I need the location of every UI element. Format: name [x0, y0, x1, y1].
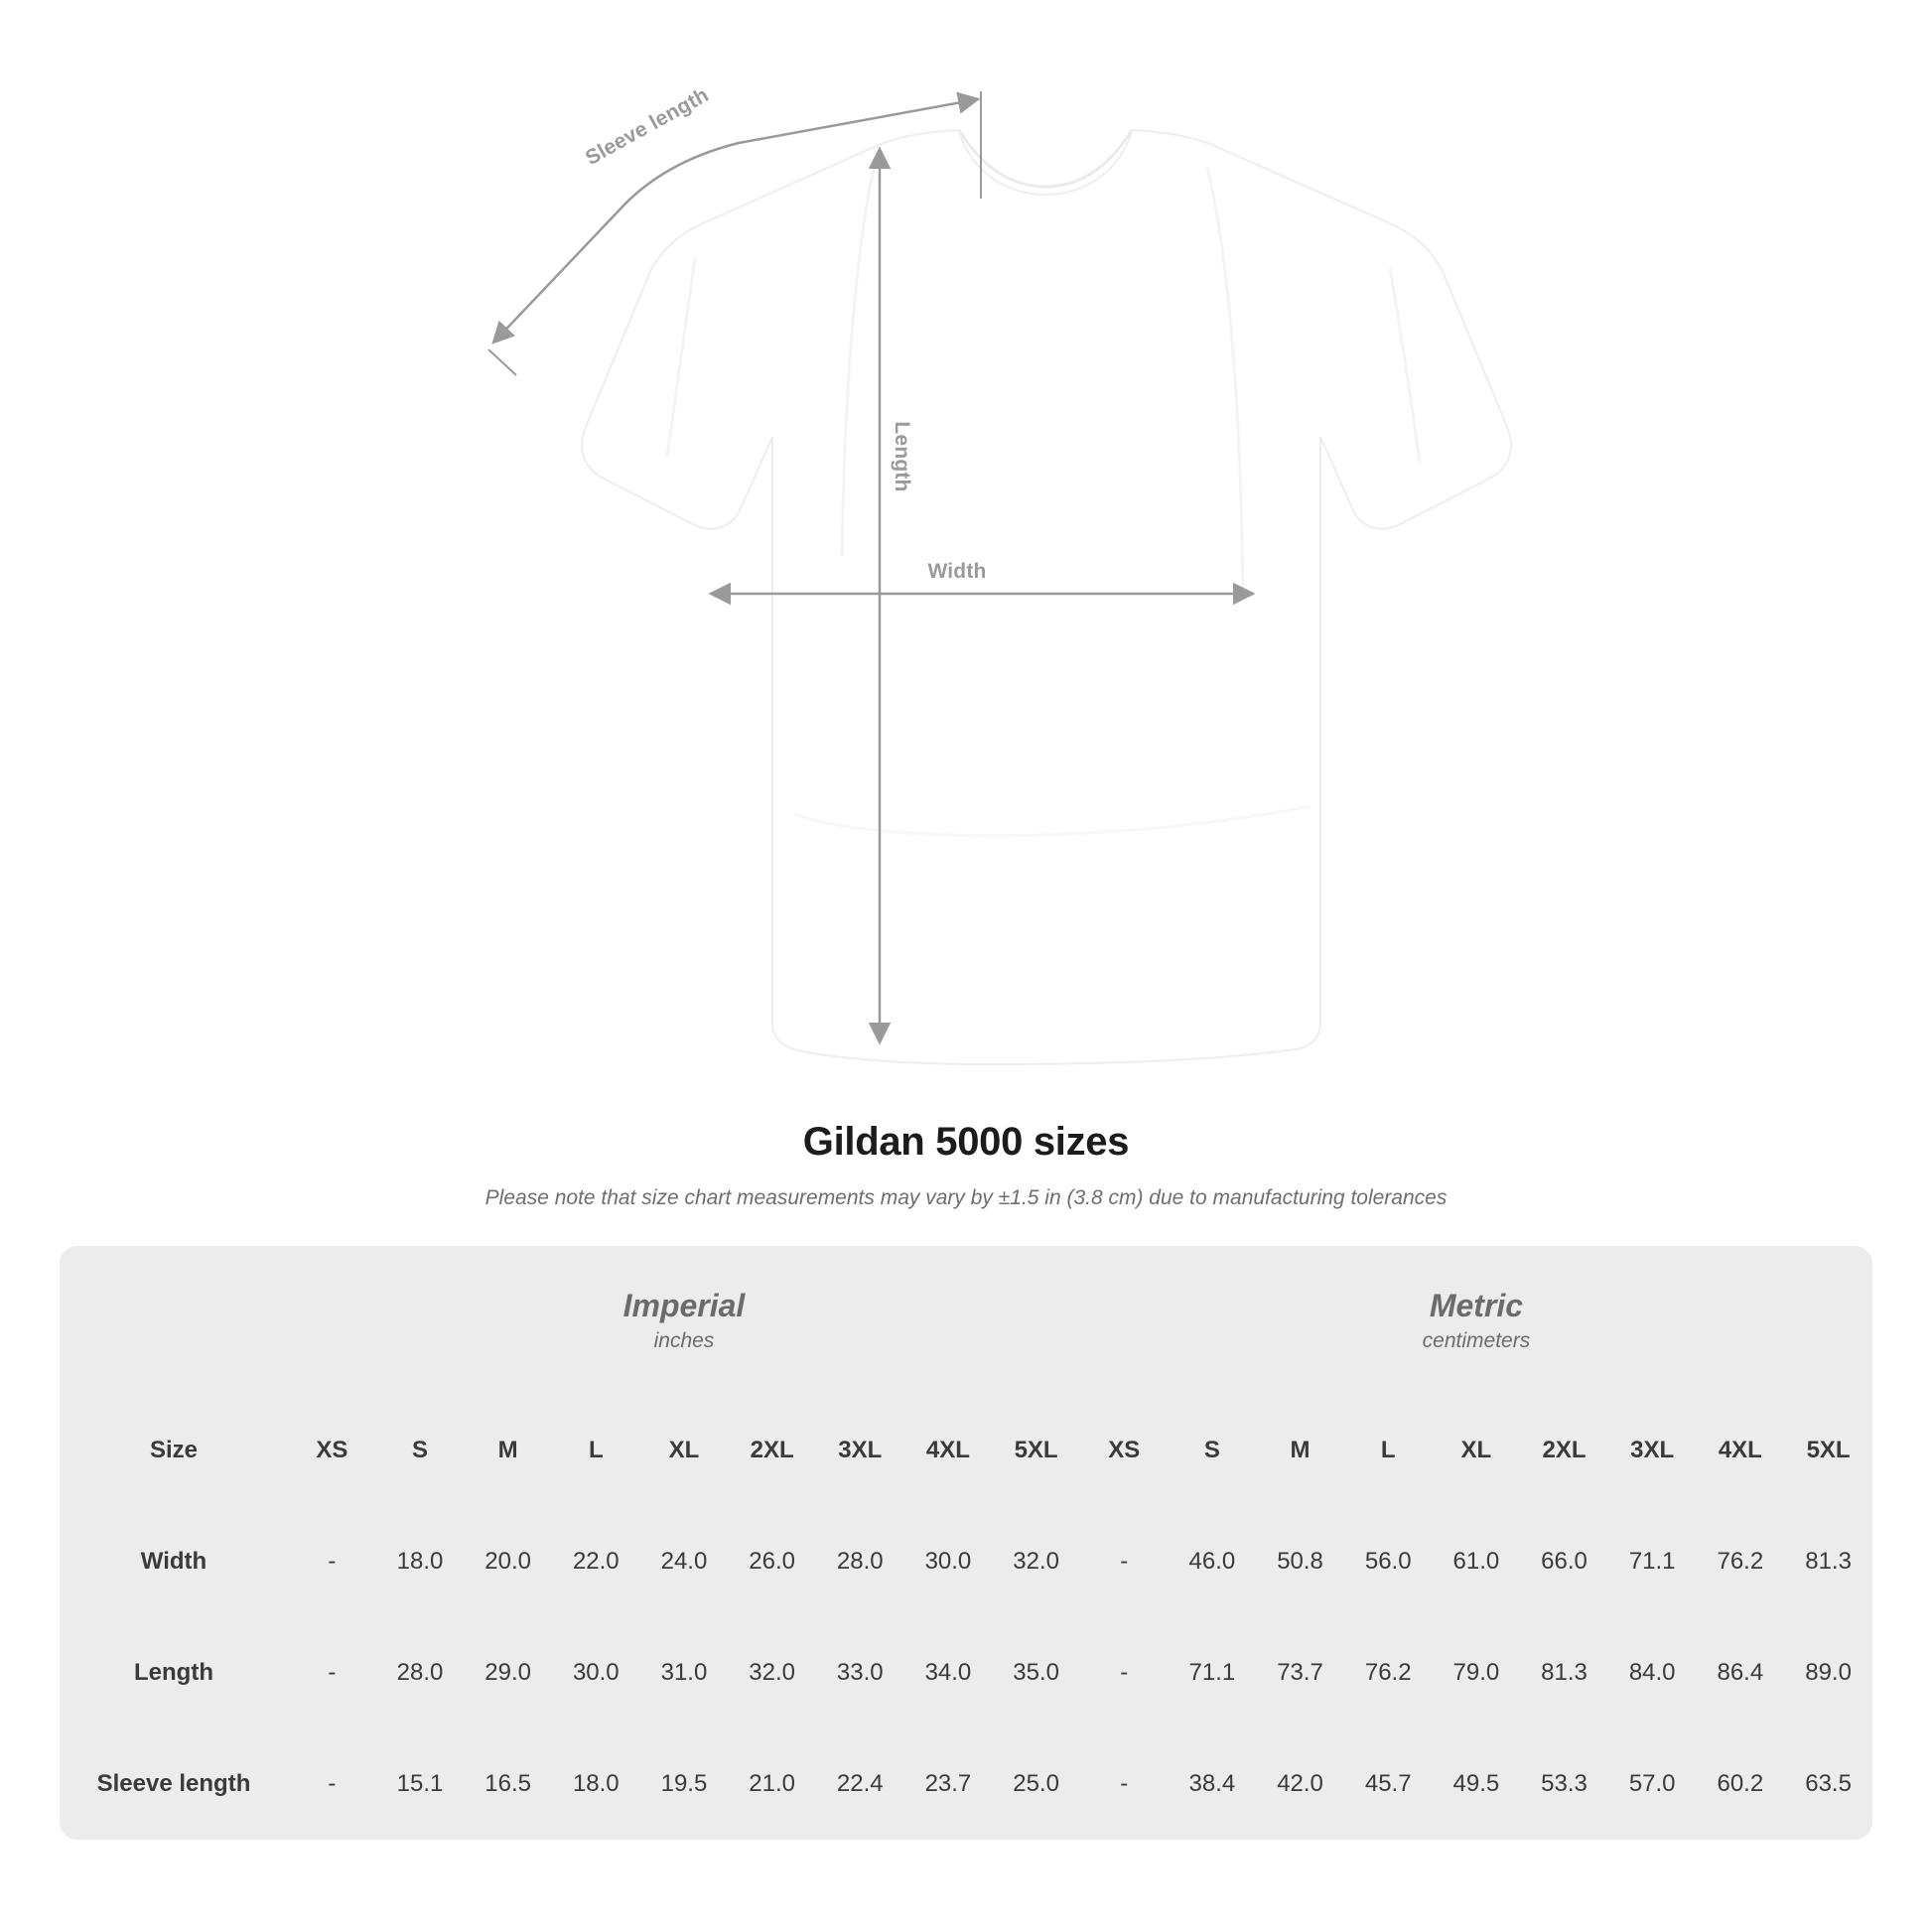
row-label-sleeve-length: Sleeve length	[60, 1728, 288, 1840]
cell-length-imperial-4xl: 34.0	[904, 1617, 993, 1728]
unit-group-row	[60, 1246, 1872, 1395]
cell-length-imperial-3xl: 33.0	[816, 1617, 904, 1728]
cell-sleeve-metric-s: 38.4	[1169, 1728, 1257, 1840]
cell-length-imperial-2xl: 32.0	[728, 1617, 816, 1728]
cell-sleeve-metric-2xl: 53.3	[1520, 1728, 1608, 1840]
size-table	[60, 1246, 1872, 1840]
header-imperial-s: S	[376, 1395, 465, 1506]
cell-sleeve-imperial-2xl: 21.0	[728, 1728, 816, 1840]
width-label: Width	[927, 560, 987, 583]
cell-length-metric-4xl: 86.4	[1697, 1617, 1785, 1728]
header-imperial-xs: XS	[288, 1395, 376, 1506]
cell-length-metric-xl: 79.0	[1433, 1617, 1521, 1728]
cell-length-imperial-xl: 31.0	[640, 1617, 729, 1728]
unit-row-spacer	[60, 1246, 288, 1395]
cell-width-metric-5xl: 81.3	[1784, 1506, 1872, 1617]
cell-length-metric-l: 76.2	[1344, 1617, 1433, 1728]
cell-length-metric-2xl: 81.3	[1520, 1617, 1608, 1728]
header-imperial-xl: XL	[640, 1395, 729, 1506]
cell-sleeve-metric-5xl: 63.5	[1784, 1728, 1872, 1840]
cell-width-metric-3xl: 71.1	[1608, 1506, 1697, 1617]
table-row	[60, 1728, 1872, 1840]
header-metric-5xl: 5XL	[1784, 1395, 1872, 1506]
cell-width-imperial-3xl: 28.0	[816, 1506, 904, 1617]
header-imperial-3xl: 3XL	[816, 1395, 904, 1506]
row-label-width: Width	[60, 1506, 288, 1617]
header-imperial-m: M	[464, 1395, 552, 1506]
header-metric-xl: XL	[1433, 1395, 1521, 1506]
cell-width-imperial-s: 18.0	[376, 1506, 465, 1617]
cell-width-metric-4xl: 76.2	[1697, 1506, 1785, 1617]
cell-length-metric-s: 71.1	[1169, 1617, 1257, 1728]
cell-sleeve-imperial-xs: -	[288, 1728, 376, 1840]
cell-sleeve-imperial-m: 16.5	[464, 1728, 552, 1840]
header-imperial-4xl: 4XL	[904, 1395, 993, 1506]
cell-sleeve-imperial-s: 15.1	[376, 1728, 465, 1840]
size-table-wrapper	[60, 1246, 1872, 1840]
cell-width-imperial-2xl: 26.0	[728, 1506, 816, 1617]
cell-length-metric-xs: -	[1080, 1617, 1169, 1728]
length-label: Length	[891, 421, 913, 492]
table-row	[60, 1617, 1872, 1728]
header-imperial-l: L	[552, 1395, 640, 1506]
header-imperial-2xl: 2XL	[728, 1395, 816, 1506]
row-label-length: Length	[60, 1617, 288, 1728]
cell-width-imperial-m: 20.0	[464, 1506, 552, 1617]
header-metric-4xl: 4XL	[1697, 1395, 1785, 1506]
chart-heading	[0, 1120, 1932, 1210]
imperial-sublabel: inches	[653, 1329, 715, 1353]
cell-sleeve-metric-4xl: 60.2	[1697, 1728, 1785, 1840]
cell-width-metric-xl: 61.0	[1433, 1506, 1521, 1617]
cell-width-imperial-5xl: 32.0	[992, 1506, 1080, 1617]
table-row	[60, 1506, 1872, 1617]
imperial-label: Imperial	[622, 1287, 746, 1323]
header-imperial-5xl: 5XL	[992, 1395, 1080, 1506]
sleeve-length-label: Sleeve length	[581, 83, 713, 171]
cell-length-metric-3xl: 84.0	[1608, 1617, 1697, 1728]
imperial-group-header	[288, 1246, 1080, 1395]
cell-sleeve-imperial-xl: 19.5	[640, 1728, 729, 1840]
cell-width-metric-l: 56.0	[1344, 1506, 1433, 1617]
cell-sleeve-imperial-4xl: 23.7	[904, 1728, 993, 1840]
metric-sublabel: centimeters	[1422, 1329, 1531, 1353]
cell-length-imperial-l: 30.0	[552, 1617, 640, 1728]
cell-width-imperial-4xl: 30.0	[904, 1506, 993, 1617]
header-metric-3xl: 3XL	[1608, 1395, 1697, 1506]
cell-width-metric-xs: -	[1080, 1506, 1169, 1617]
cell-sleeve-metric-xl: 49.5	[1433, 1728, 1521, 1840]
tshirt-shape	[582, 130, 1511, 1064]
cell-sleeve-metric-xs: -	[1080, 1728, 1169, 1840]
cell-width-imperial-xl: 24.0	[640, 1506, 729, 1617]
cell-sleeve-imperial-l: 18.0	[552, 1728, 640, 1840]
header-metric-l: L	[1344, 1395, 1433, 1506]
cell-sleeve-imperial-3xl: 22.4	[816, 1728, 904, 1840]
metric-label: Metric	[1429, 1287, 1524, 1323]
cell-sleeve-imperial-5xl: 25.0	[992, 1728, 1080, 1840]
cell-width-metric-2xl: 66.0	[1520, 1506, 1608, 1617]
cell-length-metric-m: 73.7	[1256, 1617, 1344, 1728]
cell-sleeve-metric-m: 42.0	[1256, 1728, 1344, 1840]
cell-width-imperial-xs: -	[288, 1506, 376, 1617]
page-title: Gildan 5000 sizes	[802, 1120, 1130, 1164]
header-metric-s: S	[1169, 1395, 1257, 1506]
header-metric-xs: XS	[1080, 1395, 1169, 1506]
header-metric-m: M	[1256, 1395, 1344, 1506]
size-header-cell: Size	[60, 1395, 288, 1506]
cell-width-imperial-l: 22.0	[552, 1506, 640, 1617]
cell-sleeve-metric-l: 45.7	[1344, 1728, 1433, 1840]
cell-length-imperial-5xl: 35.0	[992, 1617, 1080, 1728]
cell-length-imperial-s: 28.0	[376, 1617, 465, 1728]
cell-sleeve-metric-3xl: 57.0	[1608, 1728, 1697, 1840]
cell-width-metric-s: 46.0	[1169, 1506, 1257, 1617]
metric-group-header	[1080, 1246, 1872, 1395]
cell-length-metric-5xl: 89.0	[1784, 1617, 1872, 1728]
cell-length-imperial-m: 29.0	[464, 1617, 552, 1728]
header-metric-2xl: 2XL	[1520, 1395, 1608, 1506]
tolerance-note: Please note that size chart measurements may vary by ±1.5 in (3.8 cm) due to manufacturing tolerances	[484, 1186, 1448, 1209]
size-header-row	[60, 1395, 1872, 1506]
cell-length-imperial-xs: -	[288, 1617, 376, 1728]
cell-width-metric-m: 50.8	[1256, 1506, 1344, 1617]
